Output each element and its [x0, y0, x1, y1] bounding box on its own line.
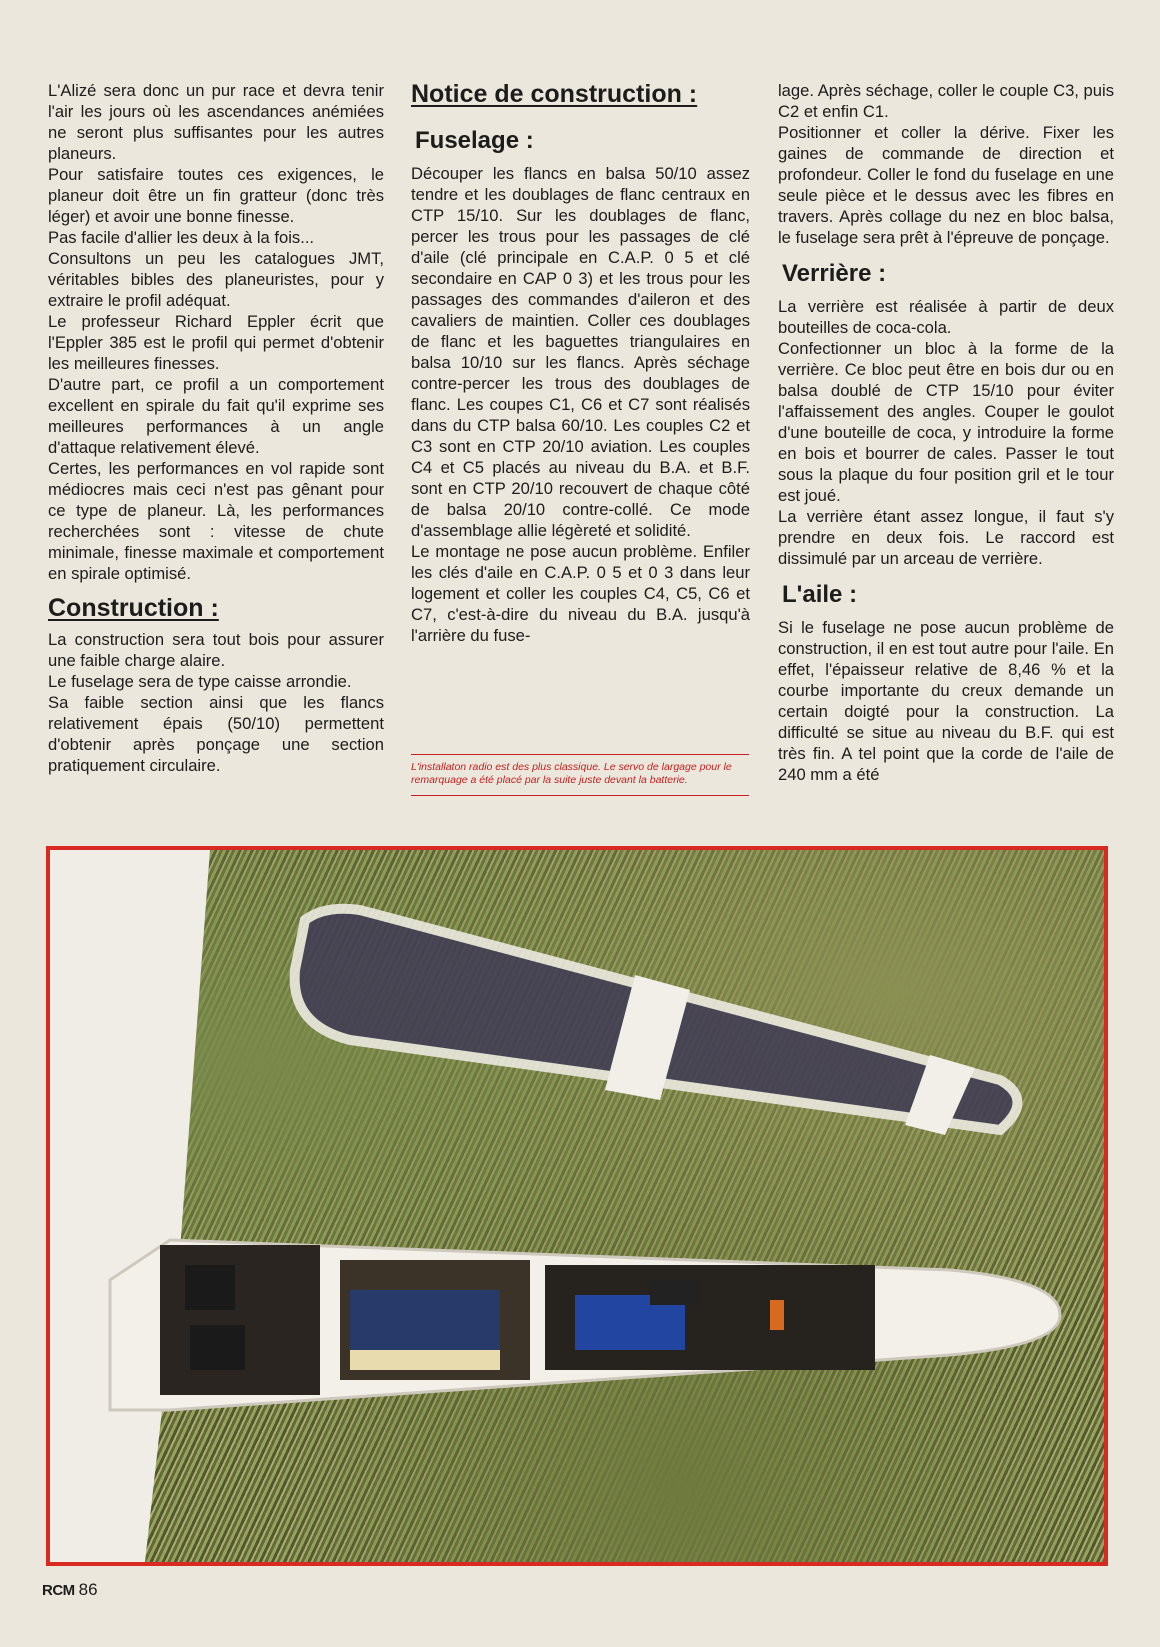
paragraph: L'Alizé sera donc un pur race et devra tenir l'air les jours où les ascendances anémiées ne seront plus suffisantes pour les autres planeurs.: [48, 81, 384, 163]
fuselage-shape: [110, 1240, 1060, 1410]
heading-verriere: Verrière :: [782, 260, 887, 287]
paragraph: Le montage ne pose aucun problème. Enfiler les clés d'aile en C.A.P. 0 5 et 0 3 dans leur logement et coller les couples C4, C5, C6 et C7, c'est-à-dire du niveau du B.A. jusqu'à l'arrière du fuse-: [411, 542, 750, 645]
text-column-3: [778, 80, 1114, 785]
photo-caption: L'installaton radio est des plus classique. Le servo de largage pour le remarquage a été placé par la suite juste devant la batterie.: [411, 754, 749, 796]
text-column-2: [411, 80, 750, 646]
paragraph: Le professeur Richard Eppler écrit que l'Eppler 385 est le profil qui permet d'obtenir les meilleures finesses.: [48, 312, 384, 373]
paragraph: Consultons un peu les catalogues JMT, véritables bibles des planeuristes, pour y extraire le profil adéquat.: [48, 249, 384, 310]
heading-aile: L'aile :: [782, 581, 858, 608]
paragraph: Certes, les performances en vol rapide sont médiocres mais ceci n'est pas gênant pour ce type de planeur. Là, les performances recherchées sont : vitesse de chute minimale, finesse maximale et comportement en spirale optimisé.: [48, 459, 384, 583]
paragraph: La verrière étant assez longue, il faut s'y prendre en deux fois. Le raccord est dissimulé par un arceau de verrière.: [778, 507, 1114, 568]
heading-fuselage: Fuselage :: [415, 127, 534, 154]
photo-illustration: [50, 850, 1104, 1562]
magazine-brand: RCM: [42, 1582, 75, 1599]
glider-fuselage-photo: [46, 846, 1108, 1566]
heading-notice: Notice de construction :: [411, 80, 698, 108]
paragraph: La verrière est réalisée à partir de deux bouteilles de coca-cola.: [778, 297, 1114, 337]
paragraph: Pas facile d'allier les deux à la fois...: [48, 228, 315, 247]
wing-shape: [50, 850, 210, 1562]
paragraph: D'autre part, ce profil a un comportement excellent en spirale du fait qu'il exprime ses meilleures performances à un angle d'attaque relativement élevé.: [48, 375, 384, 457]
page-footer: [42, 1580, 98, 1600]
paragraph: Sa faible section ainsi que les flancs relativement épais (50/10) permettent d'obtenir après ponçage une section pratiquement circulaire.: [48, 693, 384, 775]
canopy-shape: [295, 909, 1018, 1135]
paragraph: Pour satisfaire toutes ces exigences, le planeur doit être un fin gratteur (donc très léger) et avoir une bonne finesse.: [48, 165, 384, 226]
page-number: 86: [78, 1580, 98, 1599]
text-column-1: [48, 80, 384, 776]
paragraph: Si le fuselage ne pose aucun problème de construction, il en est tout autre pour l'aile. En effet, l'épaisseur relative de 8,46 % et la courbe importante du creux demande un certain doigté pour la construction. La difficulté se situe au niveau du B.F. qui est très fin. A tel point que la corde de l'aile de 240 mm a été: [778, 618, 1114, 784]
paragraph: Découper les flancs en balsa 50/10 assez tendre et les doublages de flanc centraux en CTP 15/10. Sur les doublages de flanc, percer les trous pour les passages de clé d'aile (clé principale en C.A.P. 0 5 et clé secondaire en CAP 0 3) et les trous pour les passages des commandes d'aileron et des cavaliers de maintien. Coller ces doublages de flanc et les baguettes triangulaires en balsa 10/10 sur les flancs. Après séchage contre-percer les trous des doublages de flanc. Les coupes C1, C6 et C7 sont réalisés dans du CTP balsa 60/10. Les couples C2 et C3 sont en CTP 20/10 aviation. Les couples C4 et C5 placés au niveau du B.A. et B.F. sont en CTP 20/10 recouvert de chaque côté de balsa 20/10 contre-collé. Ce mode d'assemblage allie légèreté et solidité.: [411, 164, 750, 540]
heading-construction: Construction :: [48, 594, 219, 622]
paragraph: Positionner et coller la dérive. Fixer les gaines de commande de direction et profondeur. Coller le fond du fuselage en une seule pièce et le dessus avec les fibres en travers. Après collage du nez en bloc balsa, le fuselage sera prêt à l'épreuve de ponçage.: [778, 123, 1114, 247]
paragraph: Le fuselage sera de type caisse arrondie.: [48, 672, 352, 691]
paragraph: lage. Après séchage, coller le couple C3, puis C2 et enfin C1.: [778, 81, 1114, 121]
paragraph: La construction sera tout bois pour assurer une faible charge alaire.: [48, 630, 384, 670]
paragraph: Confectionner un bloc à la forme de la verrière. Ce bloc peut être en bois dur ou en balsa doublé de CTP 15/10 pour éviter l'affaissement des angles. Couper le goulot d'une bouteille de coca, y introduire la forme en bois et bourrer de cales. Passer le tout sous la plaque du four position gril et le tour est joué.: [778, 339, 1114, 505]
